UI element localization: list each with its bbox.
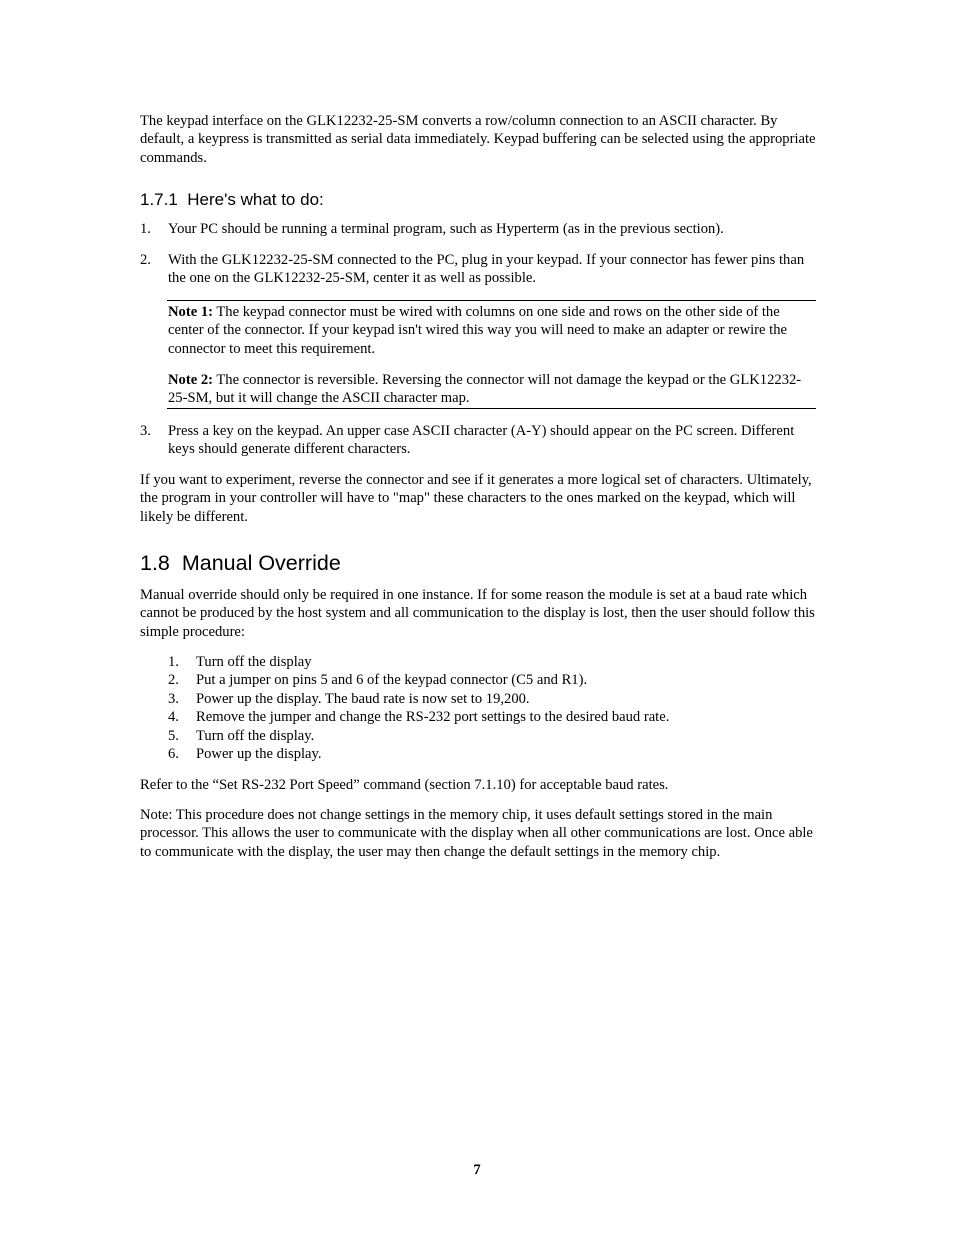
note-box <box>167 300 816 409</box>
refer-paragraph: Refer to the “Set RS-232 Port Speed” command (section 7.1.10) for acceptable baud rates. <box>140 777 669 793</box>
list-item: 2. Put a jumper on pins 5 and 6 of the keypad connector (C5 and R1). <box>168 672 588 689</box>
list-item: 4. Remove the jumper and change the RS-232 port settings to the desired baud rate. <box>168 709 670 726</box>
note-1: Note 1: The keypad connector must be wired with columns on one side and rows on the other side of the center of the connector. If your keypad isn't wired this way you will need to make an adapter or rewire the connector to meet this requirement. <box>168 304 787 357</box>
override-procedure-list <box>168 653 816 763</box>
step-1: 1. Your PC should be running a terminal program, such as Hyperterm (as in the previous section). <box>140 221 724 237</box>
experiment-paragraph: If you want to experiment, reverse the connector and see if it generates a more logical set of characters. Ultimately, the program in your controller will have to "map" these characters to the ones marked on the keypad, which will likely be different. <box>140 472 812 525</box>
step-3: 3. Press a key on the keypad. An upper case ASCII character (A-Y) should appear on the PC screen. Different keys should generate different characters. <box>140 423 795 458</box>
step-2: 2. With the GLK12232-25-SM connected to the PC, plug in your keypad. If your connector has fewer pins than the one on the GLK12232-25-SM, center it as well as possible. <box>140 252 805 287</box>
list-item: 6. Power up the display. <box>168 745 322 762</box>
section-heading-18: 1.8 Manual Override <box>140 551 341 575</box>
page-number: 7 <box>473 1162 481 1178</box>
manual-override-intro: Manual override should only be required in one instance. If for some reason the module is set at a baud rate which cannot be produced by the host system and all communication to the display is lost, then the user should follow this simple procedure: <box>140 587 815 640</box>
note-paragraph: Note: This procedure does not change settings in the memory chip, it uses default settings stored in the main processor. This allows the user to communicate with the display when all other communications are lost. Once able to communicate with the display, the user may then change the default settings in the memory chip. <box>140 807 813 860</box>
list-item: 3. Power up the display. The baud rate is now set to 19,200. <box>168 690 530 707</box>
note-2: Note 2: The connector is reversible. Reversing the connector will not damage the keypad or the GLK12232-25-SM, but it will change the ASCII character map. <box>168 372 802 407</box>
intro-paragraph: The keypad interface on the GLK12232-25-SM converts a row/column connection to an ASCII character. By default, a keypress is transmitted as serial data immediately. Keypad buffering can be selected using the appropriate commands. <box>140 113 816 166</box>
section-heading-171: 1.7.1 Here's what to do: <box>140 190 324 209</box>
list-item: 1. Turn off the display <box>168 654 312 670</box>
list-item: 5. Turn off the display. <box>168 727 315 744</box>
